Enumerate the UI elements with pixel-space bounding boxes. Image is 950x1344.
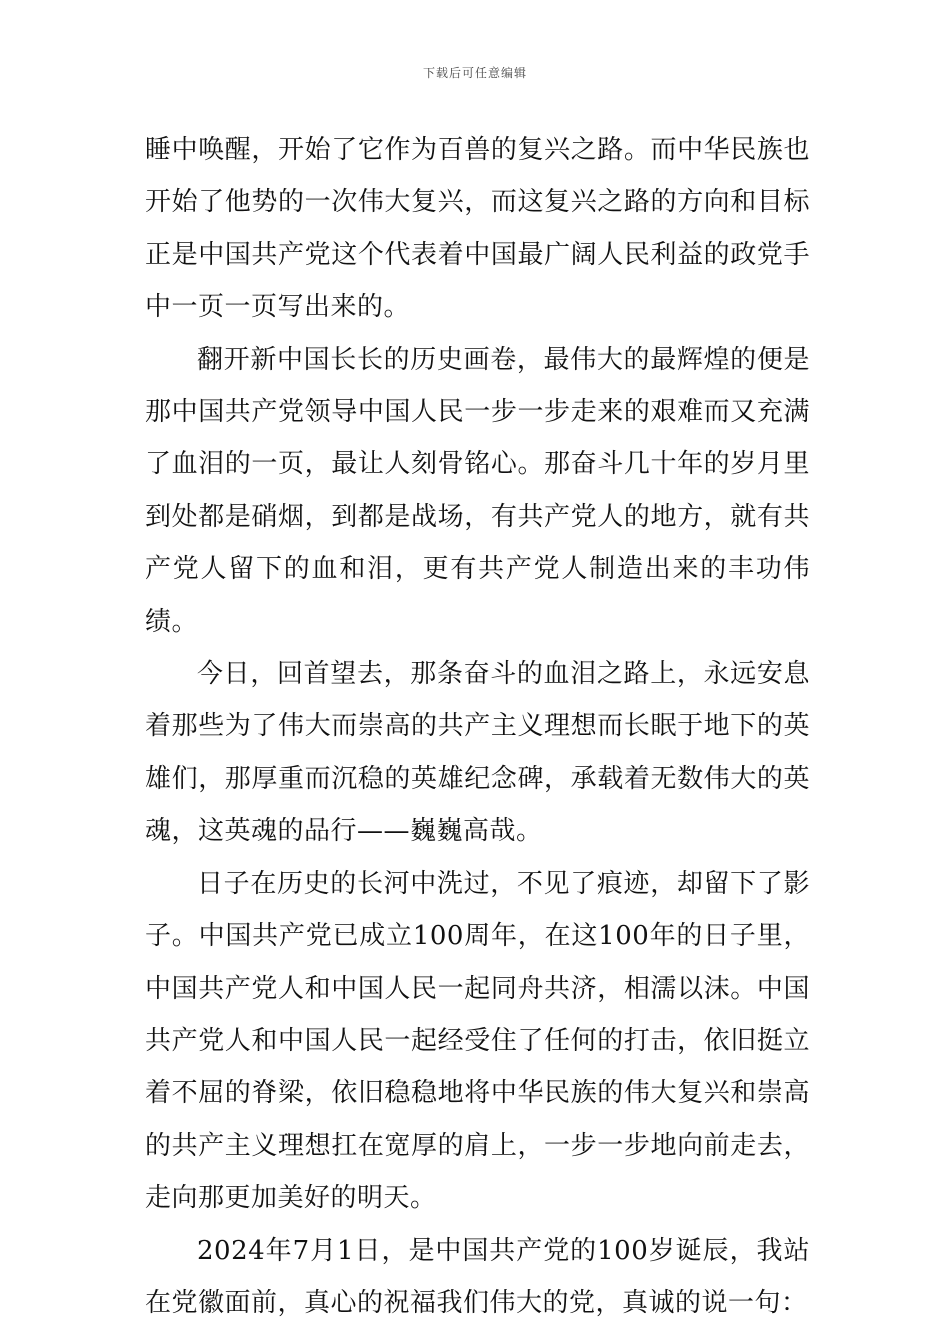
paragraph: 2024年7月1日，是中国共产党的100岁诞辰，我站在党徽面前，真心的祝福我们伟大的党，真诚的说一句： <box>145 1235 810 1318</box>
paragraph: 日子在历史的长河中洗过，不见了痕迹，却留下了影子。中国共产党已成立100周年，在这100年的日子里，中国共产党人和中国人民一起同舟共济，相濡以沫。中国共产党人和中国人民一起经受住了任何的打击，依旧挺立着不屈的脊梁，依旧稳稳地将中华民族的伟大复兴和崇高的共产主义理想扛在宽厚的肩上，一步一步地向前走去，走向那更加美好的明天。 <box>145 868 810 1214</box>
download-note: 下载后可任意编辑 <box>422 66 527 80</box>
document-body <box>145 124 810 1329</box>
paragraph: 今日，回首望去，那条奋斗的血泪之路上，永远安息着那些为了伟大而崇高的共产主义理想而长眠于地下的英雄们，那厚重而沉稳的英雄纪念碑，承载着无数伟大的英魂，这英魂的品行——巍巍高哉。 <box>145 659 810 847</box>
paragraph: 翻开新中国长长的历史画卷，最伟大的最辉煌的便是那中国共产党领导中国人民一步一步走来的艰难而又充满了血泪的一页，最让人刻骨铭心。那奋斗几十年的岁月里到处都是硝烟，到都是战场，有共产党人的地方，就有共产党人留下的血和泪，更有共产党人制造出来的丰功伟绩。 <box>145 344 810 637</box>
paragraph-continuation: 睡中唤醒，开始了它作为百兽的复兴之路。而中华民族也开始了他势的一次伟大复兴，而这复兴之路的方向和目标正是中国共产党这个代表着中国最广阔人民利益的政党手中一页一页写出来的。 <box>145 135 810 323</box>
